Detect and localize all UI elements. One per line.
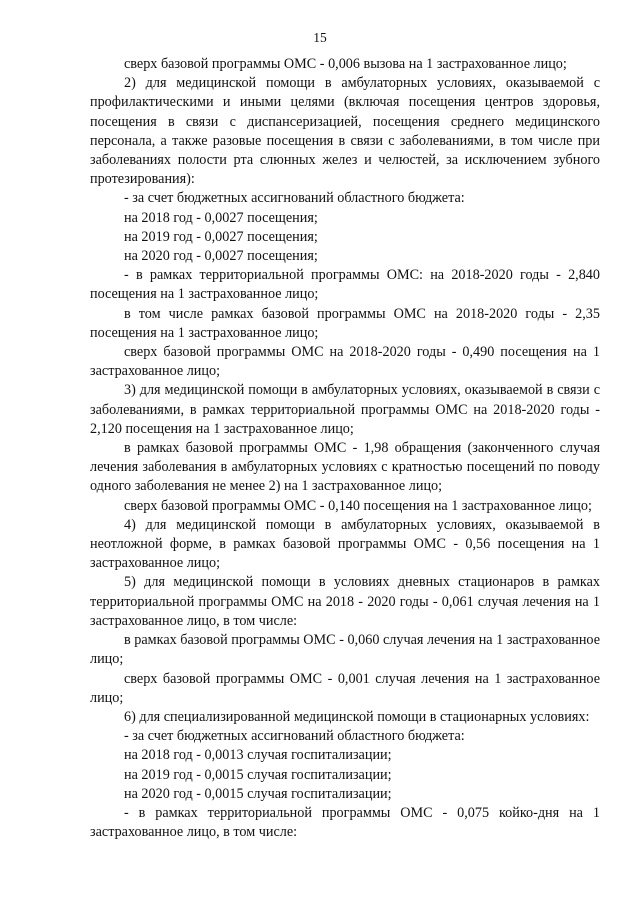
paragraph-7: - в рамках территориальной программы ОМС: на 2018-2020 годы - 2,840 посещения на 1 застрахованное лицо; (90, 267, 600, 303)
paragraph-12: сверх базовой программы ОМС - 0,140 посещения на 1 застрахованное лицо; (124, 497, 592, 514)
paragraph-9: сверх базовой программы ОМС на 2018-2020 годы - 0,490 посещения на 1 застрахованное лицо; (90, 344, 600, 380)
paragraph-5: на 2019 год - 0,0027 посещения; (124, 228, 318, 245)
paragraph-3: - за счет бюджетных ассигнований областного бюджета: (124, 190, 465, 207)
paragraph-21: на 2020 год - 0,0015 случая госпитализации; (124, 785, 392, 802)
paragraph-6: на 2020 год - 0,0027 посещения; (124, 248, 318, 265)
paragraph-4: на 2018 год - 0,0027 посещения; (124, 209, 318, 226)
paragraph-20: на 2019 год - 0,0015 случая госпитализации; (124, 766, 392, 783)
paragraph-11: в рамках базовой программы ОМС - 1,98 обращения (законченного случая лечения заболевания в амбулаторных условиях с кратностью посещений по поводу одного заболевания не менее 2) на 1 застрахованное лицо; (90, 440, 600, 495)
paragraph-18: - за счет бюджетных ассигнований областного бюджета: (124, 728, 465, 745)
paragraph-19: на 2018 год - 0,0013 случая госпитализации; (124, 747, 392, 764)
paragraph-2: 2) для медицинской помощи в амбулаторных условиях, оказываемой с профилактическими и иными целями (включая посещения центров здоровья, посещения в связи с диспансеризацией, посещения среднего медицинского персонала, а также разовые посещения в связи с заболеваниями, в том числе при заболеваниях полости рта слюнных желез и челюстей, за исключением зубного протезирования): (90, 75, 600, 188)
paragraph-10: 3) для медицинской помощи в амбулаторных условиях, оказываемой в связи с заболеваниями, в рамках территориальной программы ОМС на 2018-2020 годы - 2,120 посещения на 1 застрахованное лицо; (90, 382, 600, 437)
paragraph-15: в рамках базовой программы ОМС - 0,060 случая лечения на 1 застрахованное лицо; (90, 632, 600, 668)
paragraph-22: - в рамках территориальной программы ОМС - 0,075 койко-дня на 1 застрахованное лицо, в том числе: (90, 804, 600, 841)
page-number: 15 (313, 30, 327, 45)
paragraph-17: 6) для специализированной медицинской помощи в стационарных условиях: (124, 708, 590, 725)
paragraph-1: сверх базовой программы ОМС - 0,006 вызова на 1 застрахованное лицо; (124, 56, 567, 72)
paragraph-8: в том числе рамках базовой программы ОМС на 2018-2020 годы - 2,35 посещения на 1 застрахованное лицо; (90, 305, 600, 341)
document-body (90, 55, 600, 842)
paragraph-13: 4) для медицинской помощи в амбулаторных условиях, оказываемой в неотложной форме, в рамках базовой программы ОМС - 0,56 посещения на 1 застрахованное лицо; (90, 516, 600, 572)
paragraph-14: 5) для медицинской помощи в условиях дневных стационаров в рамках территориальной программы ОМС на 2018 - 2020 годы - 0,061 случая лечения на 1 застрахованное лицо, в том числе: (90, 574, 600, 629)
paragraph-16: сверх базовой программы ОМС - 0,001 случая лечения на 1 застрахованное лицо; (90, 670, 600, 706)
